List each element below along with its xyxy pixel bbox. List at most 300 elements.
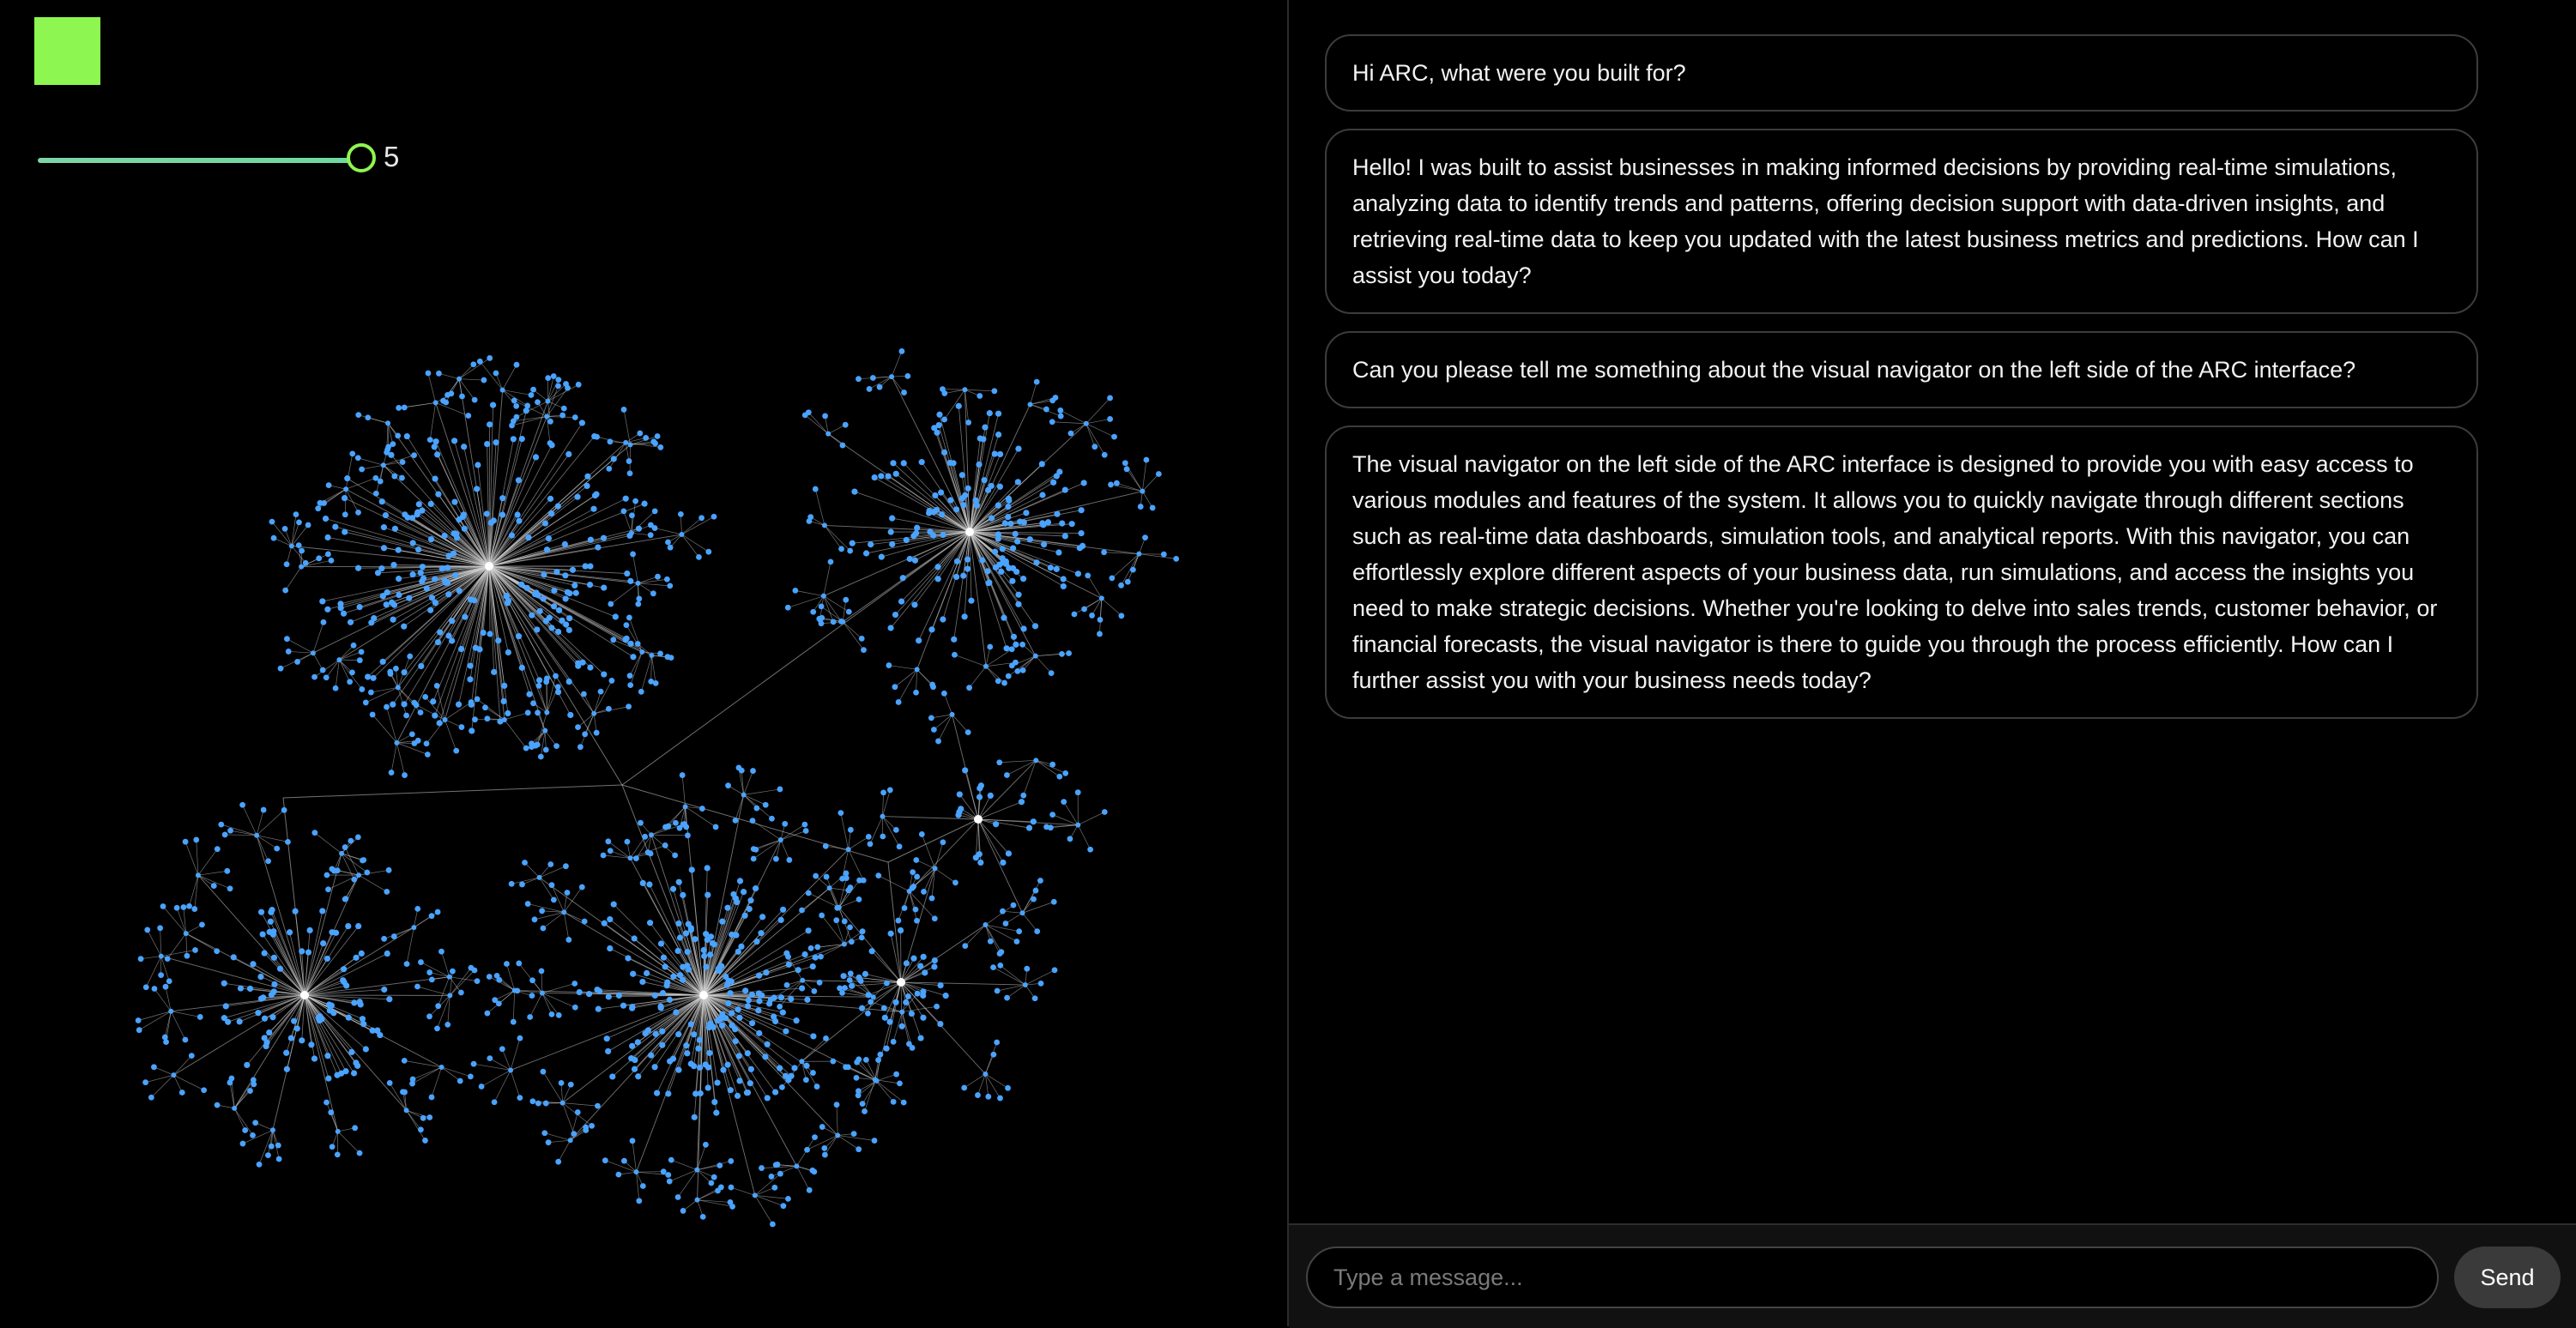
graph-node — [938, 489, 944, 495]
graph-node — [1054, 566, 1060, 572]
graph-node — [997, 1096, 1003, 1102]
graph-node — [704, 892, 711, 898]
send-button[interactable]: Send — [2454, 1247, 2561, 1308]
graph-node — [424, 585, 430, 591]
graph-node — [850, 540, 856, 546]
graph-node — [670, 886, 676, 892]
graph-node — [418, 1126, 424, 1132]
graph-node — [565, 451, 571, 457]
graph-node — [215, 1102, 221, 1108]
graph-node — [394, 740, 399, 745]
graph-node — [451, 498, 457, 504]
graph-node — [582, 919, 588, 925]
graph-node — [870, 375, 876, 381]
graph-node — [872, 474, 878, 480]
graph-node — [1097, 631, 1103, 637]
graph-node — [400, 459, 406, 465]
graph-node — [703, 963, 709, 969]
graph-node — [541, 571, 547, 577]
graph-node — [384, 589, 390, 595]
graph-node — [396, 547, 402, 553]
graph-node — [629, 1005, 635, 1011]
graph-node — [788, 996, 794, 1002]
graph-node — [435, 909, 441, 915]
graph-node — [780, 1203, 786, 1209]
graph-node — [570, 567, 576, 573]
graph-node — [1053, 395, 1059, 401]
graph-node — [157, 925, 163, 931]
graph-node — [676, 879, 682, 885]
graph-node — [753, 1192, 758, 1198]
graph-node — [692, 1114, 698, 1120]
graph-node — [223, 1003, 229, 1009]
graph-node — [541, 1069, 547, 1075]
graph-node — [626, 615, 632, 621]
graph-node — [555, 629, 561, 635]
graph-node — [402, 772, 408, 778]
graph-node — [365, 414, 371, 420]
graph-node — [591, 711, 596, 716]
graph-node — [964, 565, 971, 571]
graph-node — [922, 969, 928, 975]
graph-node — [684, 1050, 690, 1056]
graph-node — [239, 802, 245, 808]
graph-node — [1015, 601, 1021, 607]
graph-node — [184, 953, 190, 959]
graph-node — [624, 636, 630, 642]
graph-node — [357, 604, 363, 610]
graph-node — [756, 998, 762, 1004]
graph-node — [929, 896, 935, 902]
graph-node — [516, 518, 522, 524]
graph-node — [658, 940, 664, 946]
graph-node — [385, 420, 390, 426]
graph-node — [664, 576, 670, 583]
graph-node — [458, 990, 464, 996]
graph-node — [753, 939, 759, 945]
graph-node — [568, 1082, 574, 1088]
graph-node — [1015, 479, 1021, 485]
graph-node — [742, 987, 748, 993]
graph-node — [900, 575, 906, 581]
graph-node — [818, 954, 824, 960]
graph-node — [1057, 407, 1063, 413]
graph-node — [914, 918, 920, 924]
graph-node — [988, 939, 994, 945]
graph-node — [215, 846, 221, 852]
graph-node — [756, 1030, 762, 1036]
graph-node — [753, 847, 759, 853]
graph-node — [888, 931, 894, 937]
graph-node — [896, 699, 902, 705]
graph-node — [415, 738, 421, 744]
graph-node — [1015, 445, 1021, 451]
graph-node — [318, 1016, 324, 1022]
graph-node — [281, 807, 287, 813]
graph-node — [242, 1127, 248, 1133]
graph-node — [359, 649, 365, 655]
graph-node — [143, 984, 149, 990]
graph-node — [402, 511, 408, 517]
graph-node — [768, 997, 774, 1003]
graph-node — [449, 618, 455, 624]
graph-node — [751, 856, 757, 862]
graph-node — [856, 1056, 862, 1062]
graph-node — [648, 679, 654, 685]
graph-node — [474, 486, 480, 492]
graph-node — [542, 520, 548, 526]
graph-node — [937, 982, 943, 988]
graph-node — [437, 720, 443, 726]
graph-node — [632, 1066, 638, 1072]
depth-slider-thumb[interactable] — [347, 143, 376, 172]
graph-node — [940, 839, 946, 845]
graph-node — [637, 431, 643, 437]
graph-node — [444, 1022, 450, 1028]
graph-node — [401, 669, 407, 675]
graph-node — [808, 945, 814, 951]
graph-node — [1045, 519, 1051, 525]
graph-node — [1023, 510, 1029, 516]
graph-node — [941, 450, 947, 456]
graph-node — [957, 791, 963, 797]
graph-node — [941, 417, 947, 423]
graph-node — [665, 824, 671, 830]
graph-node — [429, 1095, 435, 1101]
graph-node — [735, 949, 741, 955]
graph-node — [1037, 878, 1043, 884]
graph-node — [953, 506, 959, 512]
graph-node — [711, 1174, 717, 1180]
graph-node — [555, 377, 561, 383]
graph-node — [738, 944, 744, 950]
graph-node — [548, 510, 554, 516]
graph-node — [193, 837, 199, 843]
graph-node — [780, 907, 786, 913]
graph-node — [805, 927, 811, 933]
graph-node — [159, 954, 164, 959]
graph-node — [763, 802, 769, 808]
graph-node — [532, 916, 538, 922]
graph-node — [247, 1088, 253, 1094]
graph-node — [904, 960, 910, 966]
graph-node — [329, 558, 335, 564]
graph-node — [379, 498, 385, 504]
graph-node — [420, 1115, 426, 1121]
depth-slider-track[interactable] — [38, 158, 364, 163]
graph-node — [956, 403, 962, 409]
graph-node — [837, 905, 842, 910]
graph-node — [729, 1185, 735, 1191]
graph-node — [640, 1183, 646, 1189]
graph-node — [843, 597, 849, 603]
message-input[interactable] — [1306, 1247, 2439, 1308]
graph-node — [897, 843, 903, 849]
graph-node — [889, 541, 895, 547]
graph-node — [998, 569, 1004, 575]
graph-node — [354, 1063, 360, 1069]
graph-node — [250, 1132, 256, 1138]
graph-node — [915, 667, 920, 672]
graph-node — [348, 1049, 354, 1055]
graph-node — [628, 442, 633, 447]
graph-node — [919, 831, 925, 837]
graph-node — [883, 1046, 889, 1052]
graph-node — [1066, 650, 1072, 656]
network-graph[interactable] — [0, 206, 1287, 1321]
graph-node — [1026, 824, 1032, 830]
graph-node — [995, 678, 1001, 684]
graph-node — [183, 1037, 189, 1043]
graph-hub — [300, 991, 309, 999]
graph-node — [750, 818, 756, 824]
graph-node — [251, 1082, 257, 1088]
graph-node — [697, 1037, 703, 1043]
graph-node — [607, 945, 613, 951]
graph-node — [786, 857, 792, 863]
graph-node — [931, 727, 937, 733]
graph-node — [1015, 592, 1021, 598]
graph-node — [824, 874, 830, 880]
graph-node — [700, 1214, 706, 1220]
graph-node — [530, 387, 536, 393]
graph-node — [359, 467, 365, 473]
graph-node — [960, 502, 966, 508]
graph-node — [284, 1066, 290, 1072]
graph-node — [819, 603, 825, 609]
graph-node — [1049, 812, 1055, 818]
graph-node — [652, 440, 658, 446]
graph-node — [324, 956, 330, 962]
graph-node — [285, 839, 291, 845]
graph-node — [725, 1062, 731, 1068]
graph-node — [562, 541, 568, 547]
graph-node — [810, 1033, 816, 1039]
graph-node — [1019, 642, 1025, 648]
graph-node — [920, 988, 926, 994]
graph-node — [627, 470, 633, 476]
graph-node — [315, 505, 321, 511]
graph-node — [429, 913, 435, 919]
graph-node — [381, 936, 387, 942]
graph-node — [732, 1026, 738, 1032]
graph-node — [868, 999, 874, 1005]
graph-node — [630, 654, 636, 660]
graph-node — [581, 691, 587, 697]
graph-node — [977, 435, 983, 441]
message-text: Can you please tell me something about the visual navigator on the left side of the ARC interface? — [1352, 357, 2355, 383]
graph-node — [736, 1053, 742, 1059]
graph-node — [325, 886, 331, 892]
graph-node — [1038, 981, 1044, 987]
graph-node — [698, 515, 704, 521]
graph-node — [424, 740, 430, 746]
graph-node — [1002, 520, 1008, 526]
graph-node — [1081, 607, 1087, 613]
graph-node — [807, 1187, 813, 1193]
graph-hub — [485, 562, 493, 570]
graph-node — [680, 1208, 686, 1214]
graph-node — [1027, 536, 1033, 542]
graph-node — [711, 1099, 717, 1105]
graph-node — [683, 930, 689, 936]
graph-node — [411, 452, 417, 458]
graph-node — [232, 1106, 237, 1111]
graph-node — [238, 985, 244, 991]
graph-node — [293, 511, 299, 517]
graph-node — [930, 533, 936, 539]
graph-node — [780, 1010, 786, 1016]
graph-node — [566, 627, 572, 633]
graph-node — [443, 400, 449, 406]
graph-node — [1020, 625, 1026, 631]
graph-node — [351, 643, 357, 649]
graph-node — [719, 919, 725, 925]
graph-hub — [699, 991, 708, 999]
graph-node — [465, 413, 471, 419]
graph-node — [950, 460, 956, 466]
graph-node — [1014, 939, 1020, 945]
graph-node — [516, 961, 522, 967]
graph-node — [538, 754, 544, 760]
graph-node — [891, 1099, 897, 1105]
graph-node — [351, 1070, 357, 1076]
graph-node — [966, 685, 972, 691]
graph-node — [917, 1035, 923, 1041]
graph-node — [1024, 966, 1030, 972]
graph-node — [602, 921, 608, 927]
graph-node — [792, 588, 798, 594]
graph-node — [523, 745, 529, 752]
graph-node — [579, 420, 585, 426]
graph-node — [1122, 460, 1128, 466]
graph-node — [891, 1039, 897, 1045]
graph-node — [399, 475, 405, 481]
graph-node — [988, 793, 994, 799]
graph-node — [953, 574, 959, 580]
color-swatch[interactable] — [34, 17, 100, 85]
graph-node — [636, 596, 642, 602]
graph-node — [668, 545, 674, 551]
graph-node — [863, 550, 869, 556]
graph-node — [1173, 556, 1179, 562]
graph-node — [444, 564, 450, 570]
graph-node — [524, 402, 530, 408]
graph-node — [1062, 770, 1068, 776]
graph-node — [555, 1159, 561, 1165]
graph-node — [893, 827, 899, 833]
graph-node — [470, 361, 476, 367]
graph-node — [269, 519, 275, 525]
graph-node — [320, 940, 326, 946]
graph-node — [1062, 486, 1068, 492]
graph-node — [1144, 457, 1150, 463]
graph-node — [997, 451, 1003, 457]
graph-node — [533, 454, 539, 460]
graph-node — [638, 689, 644, 695]
graph-node — [606, 706, 612, 712]
graph-node — [1150, 505, 1156, 511]
graph-node — [629, 512, 635, 518]
graph-node — [713, 1110, 719, 1116]
graph-node — [729, 978, 735, 984]
graph-node — [227, 828, 233, 834]
graph-node — [422, 694, 428, 700]
graph-node — [355, 455, 361, 461]
graph-node — [652, 1064, 658, 1070]
graph-node — [553, 673, 559, 679]
graph-node — [269, 992, 275, 998]
graph-node — [1138, 504, 1144, 510]
graph-node — [889, 516, 895, 522]
graph-node — [344, 475, 350, 481]
graph-node — [519, 665, 525, 671]
graph-node — [1085, 572, 1091, 578]
graph-node — [547, 440, 553, 446]
graph-node — [1118, 613, 1124, 619]
graph-node — [288, 1035, 294, 1041]
graph-node — [675, 1194, 681, 1200]
graph-node — [698, 1090, 704, 1096]
graph-node — [384, 951, 390, 957]
graph-node — [378, 565, 384, 571]
graph-node — [336, 657, 342, 662]
graph-node — [758, 930, 764, 936]
graph-node — [880, 814, 885, 819]
graph-node — [505, 649, 511, 655]
graph-node — [802, 412, 808, 418]
graph-node — [717, 966, 723, 972]
graph-node — [625, 839, 631, 845]
graph-node — [990, 1052, 996, 1058]
graph-node — [755, 1007, 761, 1013]
graph-node — [777, 1065, 783, 1071]
graph-node — [804, 1147, 810, 1153]
graph-node — [456, 516, 462, 522]
graph-node — [911, 601, 917, 607]
graph-node — [1067, 836, 1073, 842]
graph-node — [333, 930, 339, 936]
graph-node — [363, 700, 369, 706]
graph-node — [493, 439, 499, 445]
graph-node — [427, 437, 433, 443]
graph-node — [444, 392, 450, 398]
graph-node — [201, 1087, 207, 1093]
graph-node — [491, 517, 497, 523]
graph-node — [961, 1085, 967, 1091]
graph-node — [537, 608, 543, 614]
graph-node — [845, 1064, 851, 1070]
graph-node — [846, 609, 852, 615]
graph-node — [777, 1004, 783, 1010]
graph-node — [1124, 466, 1130, 472]
graph-node — [723, 974, 729, 980]
graph-node — [921, 954, 927, 960]
graph-node — [392, 526, 398, 532]
graph-node — [493, 371, 499, 377]
graph-node — [582, 563, 588, 569]
graph-node — [620, 508, 626, 514]
graph-node — [567, 712, 573, 718]
graph-node — [542, 728, 547, 733]
graph-node — [479, 1084, 485, 1090]
graph-node — [655, 574, 661, 580]
graph-node — [601, 535, 607, 541]
graph-node — [572, 1005, 578, 1011]
graph-node — [819, 913, 825, 919]
graph-node — [616, 993, 622, 999]
graph-node — [485, 1011, 491, 1017]
